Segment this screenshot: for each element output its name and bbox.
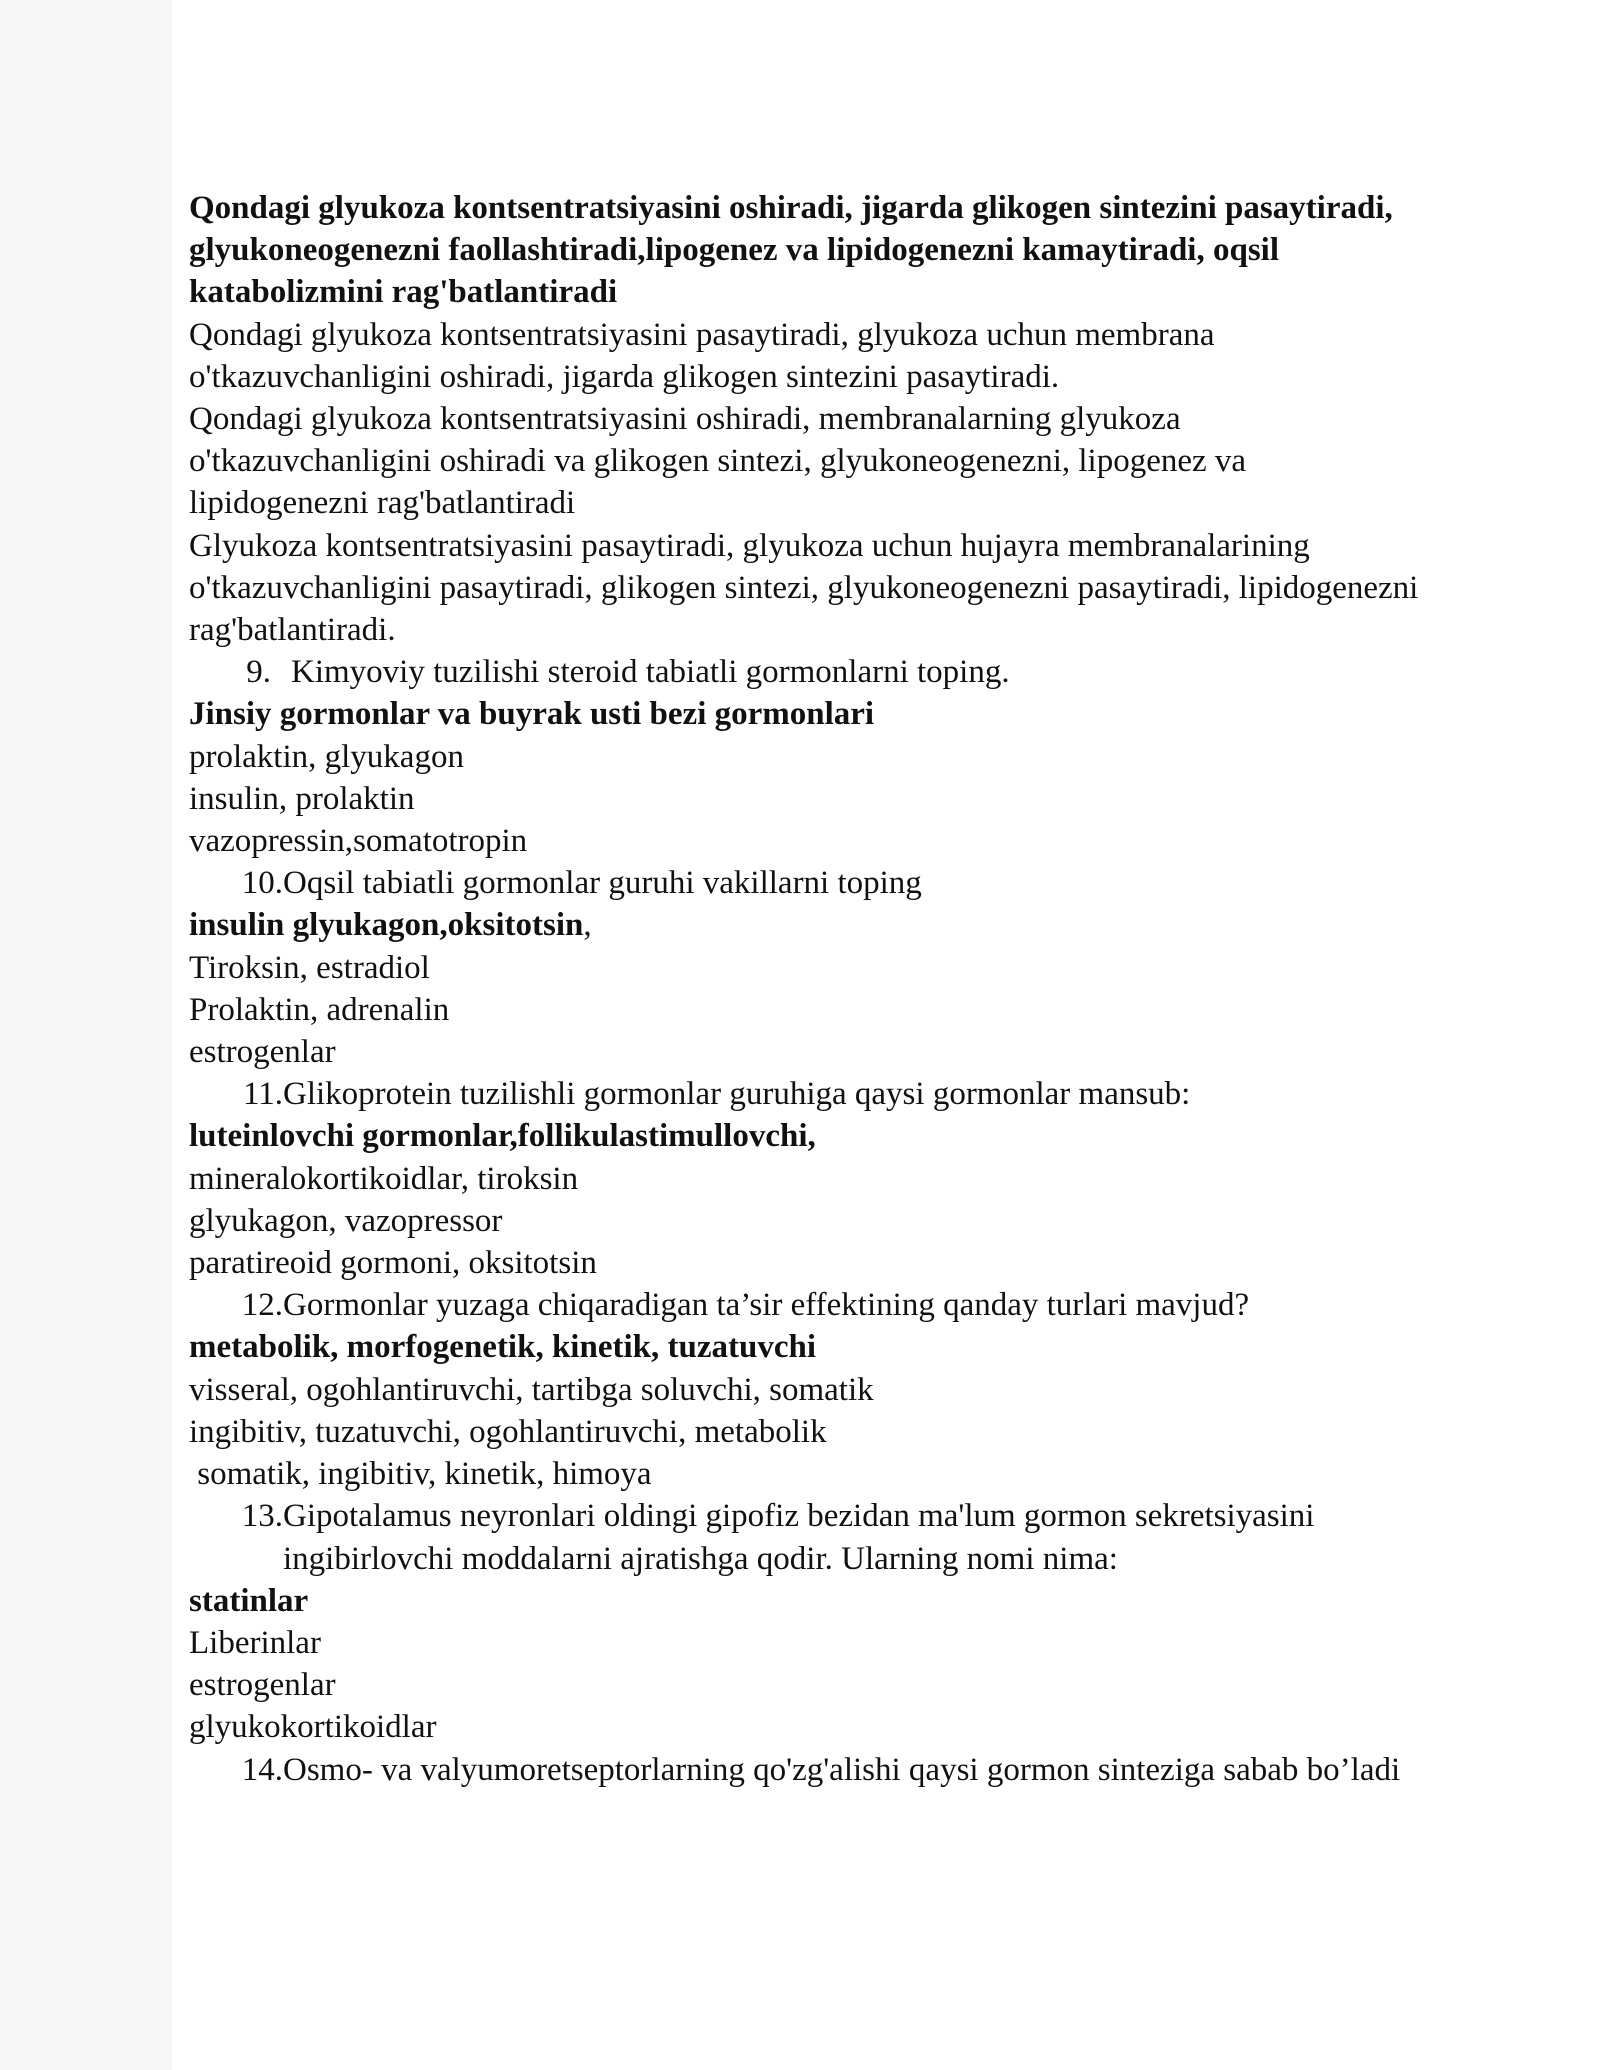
answer-option: insulin, prolaktin (189, 780, 415, 817)
question-number: 9. (246, 654, 271, 691)
answer-option: somatik, ingibitiv, kinetik, himoya (189, 1456, 652, 1493)
answer-correct-suffix: , (583, 907, 592, 944)
answer-correct: luteinlovchi gormonlar,follikulastimullovchi, (189, 1118, 816, 1155)
answer-option: estrogenlar (189, 1667, 336, 1704)
question-number: 11. (242, 1076, 283, 1113)
document-body (189, 187, 1429, 1791)
answer-option: mineralokortikoidlar, tiroksin (189, 1160, 579, 1197)
answer-option: ingibitiv, tuzatuvchi, ogohlantiruvchi, metabolik (189, 1413, 827, 1450)
question-text: Oqsil tabiatli gormonlar guruhi vakillarni toping (283, 865, 922, 902)
question-text: Gormonlar yuzaga chiqaradigan ta’sir effektining qanday turlari mavjud? (283, 1287, 1250, 1324)
answer-correct: Jinsiy gormonlar va buyrak usti bezi gormonlari (189, 696, 875, 733)
question-9 (189, 651, 1429, 693)
answer-option: estrogenlar (189, 1034, 336, 1071)
answer-option: Prolaktin, adrenalin (189, 991, 450, 1028)
answer-option: paratireoid gormoni, oksitotsin (189, 1245, 597, 1282)
answer-option: prolaktin, glyukagon (189, 738, 464, 775)
answer-option: Tiroksin, estradiol (189, 949, 430, 986)
answer-option: visseral, ogohlantiruvchi, tartibga soluvchi, somatik (189, 1371, 874, 1408)
answer-option-8-d: Glyukoza kontsentratsiyasini pasaytiradi, glyukoza uchun hujayra membranalarining o'tkazuvchanligini pasaytiradi, glikogen sintezi, glyukoneogenezni pasaytiradi, lipidogenezni rag'batlantiradi. (189, 527, 1427, 649)
answer-option-8-b: Qondagi glyukoza kontsentratsiyasini pasaytiradi, glyukoza uchun membrana o'tkazuvchanligini oshiradi, jigarda glikogen sintezini pasaytiradi. (189, 316, 1223, 395)
question-14 (189, 1749, 1429, 1791)
answer-option: Liberinlar (189, 1624, 321, 1661)
answer-correct: metabolik, morfogenetik, kinetik, tuzatuvchi (189, 1329, 816, 1366)
page-left-margin (0, 0, 172, 2070)
question-11 (189, 1073, 1429, 1115)
question-number: 12. (241, 1287, 283, 1324)
answer-option-8-c: Qondagi glyukoza kontsentratsiyasini oshiradi, membranalarning glyukoza o'tkazuvchanligini oshiradi va glikogen sintezi, glyukoneogenezni, lipogenez va lipidogenezni rag'batlantiradi (189, 401, 1255, 522)
question-text: Glikoprotein tuzilishli gormonlar guruhiga qaysi gormonlar mansub: (283, 1076, 1191, 1113)
answer-option: glyukagon, vazopressor (189, 1202, 503, 1239)
answer-option: glyukokortikoidlar (189, 1709, 437, 1746)
answer-correct: insulin glyukagon,oksitotsin (189, 907, 584, 944)
answer-option: vazopressin,somatotropin (189, 823, 528, 860)
question-text: Gipotalamus neyronlari oldingi gipofiz bezidan ma'lum gormon sekretsiyasini ingibirlovchi moddalarni ajratishga qodir. Ularning nomi nima: (283, 1498, 1315, 1577)
question-number: 13. (241, 1498, 283, 1535)
question-text: Osmo- va valyumoretseptorlarning qo'zg'alishi qaysi gormon sinteziga sabab bo’ladi (283, 1751, 1401, 1788)
question-12 (189, 1284, 1429, 1326)
question-text: Kimyoviy tuzilishi steroid tabiatli gormonlarni toping. (291, 654, 1010, 691)
question-number: 14. (241, 1751, 283, 1788)
answer-correct-8: Qondagi glyukoza kontsentratsiyasini oshiradi, jigarda glikogen sintezini pasaytiradi, glyukoneogenezni faollashtiradi,lipogenez va lipidogenezni kamaytiradi, oqsil katabolizmini rag'batlantiradi (189, 190, 1402, 311)
answer-correct: statinlar (189, 1582, 309, 1619)
question-10 (189, 862, 1429, 904)
question-number: 10. (241, 865, 283, 902)
question-13 (189, 1495, 1429, 1579)
